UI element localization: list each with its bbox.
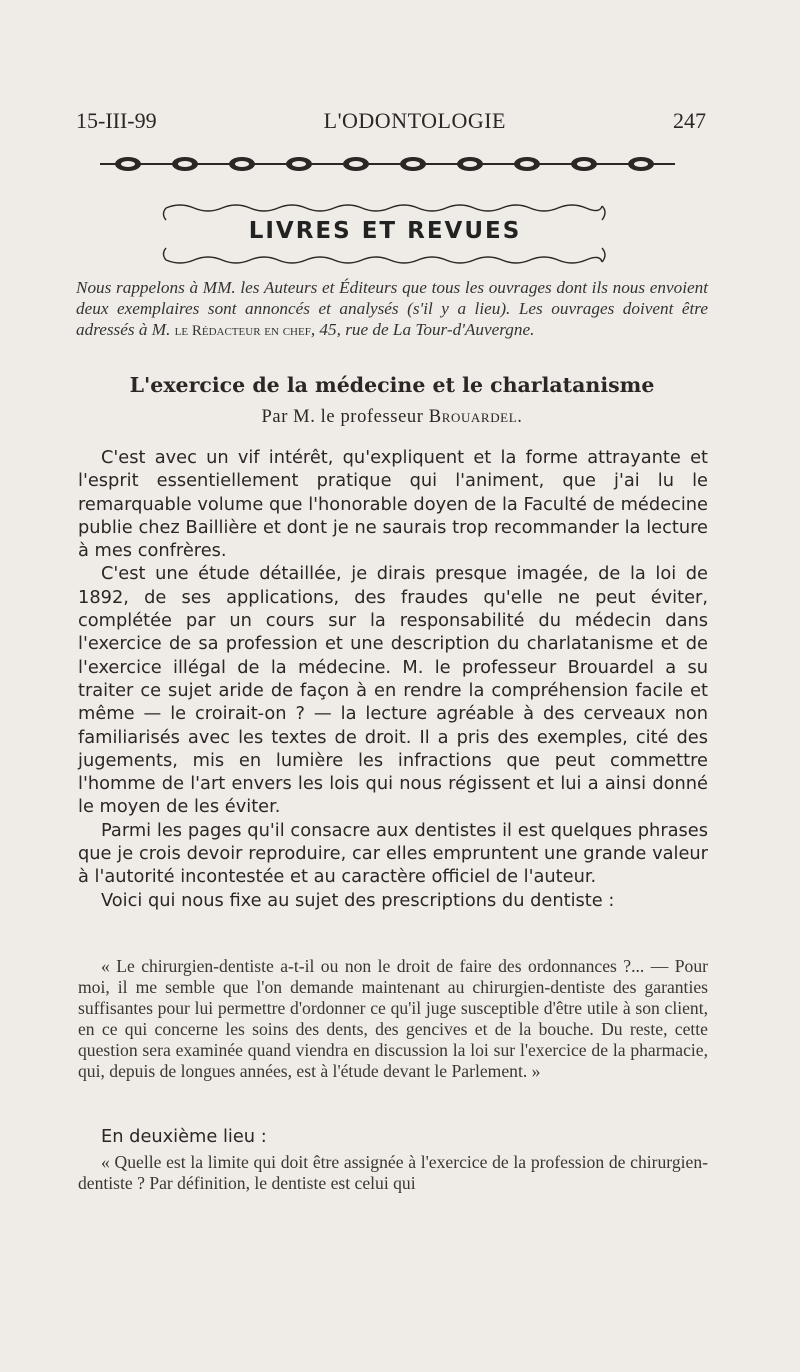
running-head bbox=[76, 108, 706, 134]
notice-text: Nous rappelons à MM. les Auteurs et Éditeurs que tous les ouvrages dont ils nous envoient deux exemplaires sont annoncés et analysés (s'il y a lieu). Les ouvrages doivent être adressés à M. bbox=[76, 278, 708, 339]
notice-recipient: le Rédacteur en chef bbox=[174, 323, 311, 339]
article-author bbox=[76, 407, 708, 428]
block-quote bbox=[78, 1152, 708, 1194]
article-title: L'exercice de la médecine et le charlatanisme bbox=[129, 373, 655, 397]
author-prefix: Par M. le professeur bbox=[261, 407, 429, 427]
ornament-divider bbox=[100, 152, 675, 176]
section-title: LIVRES ET REVUES bbox=[248, 218, 522, 244]
article-body bbox=[78, 446, 708, 912]
second-point-heading: En deuxième lieu : bbox=[101, 1126, 267, 1147]
journal-title: L'ODONTOLOGIE bbox=[323, 108, 506, 133]
paragraph: C'est avec un vif intérêt, qu'expliquent et la forme attrayante et l'esprit essentiellement pratique qui l'animent, que j'ai lu le remarquable volume que l'honorable doyen de la Faculté de médecine publie chez Baillière et dont je ne saurais trop recommander la lecture à mes confrères. bbox=[78, 447, 708, 562]
block-quote bbox=[78, 956, 708, 1082]
quote-text: « Quelle est la limite qui doit être assignée à l'exercice de la profession de chirurgien-dentiste ? Par définition, le dentiste est celui qui bbox=[78, 1152, 708, 1193]
paragraph: C'est une étude détaillée, je dirais presque imagée, de la loi de 1892, de ses applications, des fraudes qu'elle ne peut éviter, complétée par un cours sur la responsabilité du médecin dans l'exercice de sa profession et une description du charlatanisme et de l'exercice illégal de la médecine. M. le professeur Brouardel a su traiter ce sujet aride de façon à en rendre la compréhension facile et même — le croirait-on ? — la lecture agréable à des cerveaux non familiarisés avec les textes de droit. Il a pris des exemples, cité des jugements, mis en lumière les infractions que peut commettre l'homme de l'art envers les lois qui nous régissent et lui a ainsi donné le moyen de les éviter. bbox=[78, 563, 708, 818]
paragraph: Parmi les pages qu'il consacre aux dentistes il est quelques phrases que je crois devoir reproduire, car elles empruntent une grande valeur à l'autorité incontestée et au caractère officiel de l'auteur. bbox=[78, 819, 708, 888]
editorial-notice bbox=[76, 277, 708, 342]
paragraph: Voici qui nous fixe au sujet des prescriptions du dentiste : bbox=[101, 889, 615, 911]
author-name: Brouardel. bbox=[428, 407, 523, 427]
section-heading-frame bbox=[160, 200, 610, 268]
notice-address: , 45, rue de La Tour-d'Auvergne. bbox=[310, 320, 535, 339]
quote-text: « Le chirurgien-dentiste a-t-il ou non le droit de faire des ordonnances ?... — Pour moi, il me semble que l'on demande maintenant au chirurgien-dentiste des garanties suffisantes pour lui permettre d'ordonner ce qu'il juge susceptible d'être utile à son client, en ce qui concerne les soins des dents, des gencives et de la bouche. Du reste, cette question sera examinée quand viendra en discussion la loi sur l'exercice de la pharmacie, qui, depuis de longues années, est à l'étude devant le Parlement. » bbox=[78, 956, 708, 1081]
page-number: 247 bbox=[672, 108, 706, 133]
issue-date: 15-III-99 bbox=[76, 108, 157, 133]
